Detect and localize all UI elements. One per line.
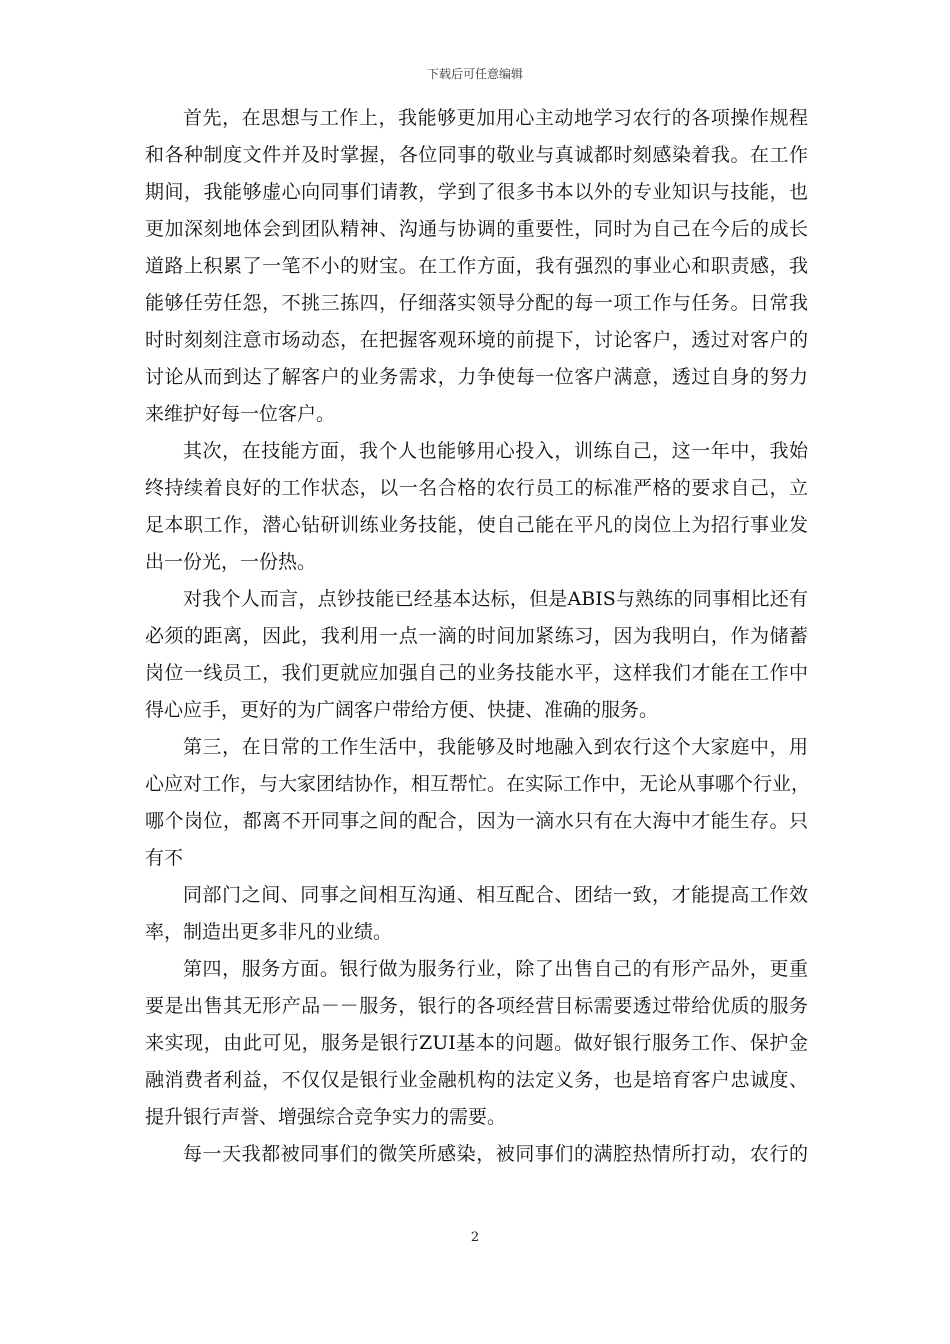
paragraph-3	[145, 581, 808, 729]
text-line: 有不	[145, 847, 184, 869]
paragraph-4	[145, 729, 811, 877]
paragraph-1	[145, 100, 808, 433]
text-line: 终持续着良好的工作状态，以一名合格的农行员工的标准严格的要求自己，立	[145, 477, 808, 499]
paragraph-6	[145, 951, 808, 1136]
text-line: 要是出售其无形产品－－服务，银行的各项经营目标需要透过带给优质的服务	[145, 995, 808, 1017]
text-line: 必须的距离，因此，我利用一点一滴的时间加紧练习，因为我明白，作为储蓄	[145, 625, 808, 647]
text-line: 同部门之间、同事之间相互沟通、相互配合、团结一致，才能提高工作效	[183, 884, 808, 906]
text-line: 率，制造出更多非凡的业绩。	[145, 921, 393, 943]
text-line: 融消费者利益，不仅仅是银行业金融机构的法定义务，也是培育客户忠诚度、	[145, 1069, 808, 1091]
page-number: 2	[470, 1230, 480, 1245]
text-line: 其次，在技能方面，我个人也能够用心投入，训练自己，这一年中，我始	[183, 440, 808, 462]
text-line: 哪个岗位，都离不开同事之间的配合，因为一滴水只有在大海中才能生存。只	[145, 810, 808, 832]
text-line: 来维护好每一位客户。	[145, 403, 336, 425]
paragraph-7	[145, 1136, 808, 1173]
text-line: 讨论从而到达了解客户的业务需求，力争使每一位客户满意，透过自身的努力	[145, 366, 808, 388]
text-line: 时时刻刻注意市场动态，在把握客观环境的前提下，讨论客户，透过对客户的	[145, 329, 808, 351]
text-line: 期间，我能够虚心向同事们请教，学到了很多书本以外的专业知识与技能，也	[145, 181, 808, 203]
text-line: 和各种制度文件并及时掌握，各位同事的敬业与真诚都时刻感染着我。在工作	[145, 144, 808, 166]
text-line: 第四，服务方面。银行做为服务行业，除了出售自己的有形产品外，更重	[183, 958, 808, 980]
text-line: 能够任劳任怨，不挑三拣四，仔细落实领导分配的每一项工作与任务。日常我	[145, 292, 808, 314]
text-line: 首先，在思想与工作上，我能够更加用心主动地学习农行的各项操作规程	[183, 107, 808, 129]
text-line: 足本职工作，潜心钻研训练业务技能，使自己能在平凡的岗位上为招行事业发	[145, 514, 808, 536]
text-line: 对我个人而言，点钞技能已经基本达标，但是ABIS与熟练的同事相比还有	[183, 588, 808, 610]
page-header: 下载后可任意编辑	[426, 67, 523, 81]
document-body	[145, 100, 811, 1173]
text-line: 更加深刻地体会到团队精神、沟通与协调的重要性，同时为自己在今后的成长	[145, 218, 808, 240]
text-line: 得心应手，更好的为广阔客户带给方便、快捷、准确的服务。	[145, 699, 659, 721]
text-line: 提升银行声誉、增强综合竞争实力的需要。	[145, 1106, 507, 1128]
text-line: 第三，在日常的工作生活中，我能够及时地融入到农行这个大家庭中，用	[183, 736, 808, 758]
text-line: 每一天我都被同事们的微笑所感染，被同事们的满腔热情所打动，农行的	[183, 1143, 808, 1165]
text-line: 心应对工作，与大家团结协作，相互帮忙。在实际工作中，无论从事哪个行业，	[145, 773, 811, 795]
text-line: 道路上积累了一笔不小的财宝。在工作方面，我有强烈的事业心和职责感，我	[145, 255, 808, 277]
text-line: 来实现，由此可见，服务是银行ZUI基本的问题。做好银行服务工作、保护金	[145, 1032, 808, 1054]
paragraph-5	[145, 877, 808, 951]
text-line: 岗位一线员工，我们更就应加强自己的业务技能水平，这样我们才能在工作中	[145, 662, 808, 684]
text-line: 出一份光，一份热。	[145, 551, 317, 573]
paragraph-2	[145, 433, 808, 581]
